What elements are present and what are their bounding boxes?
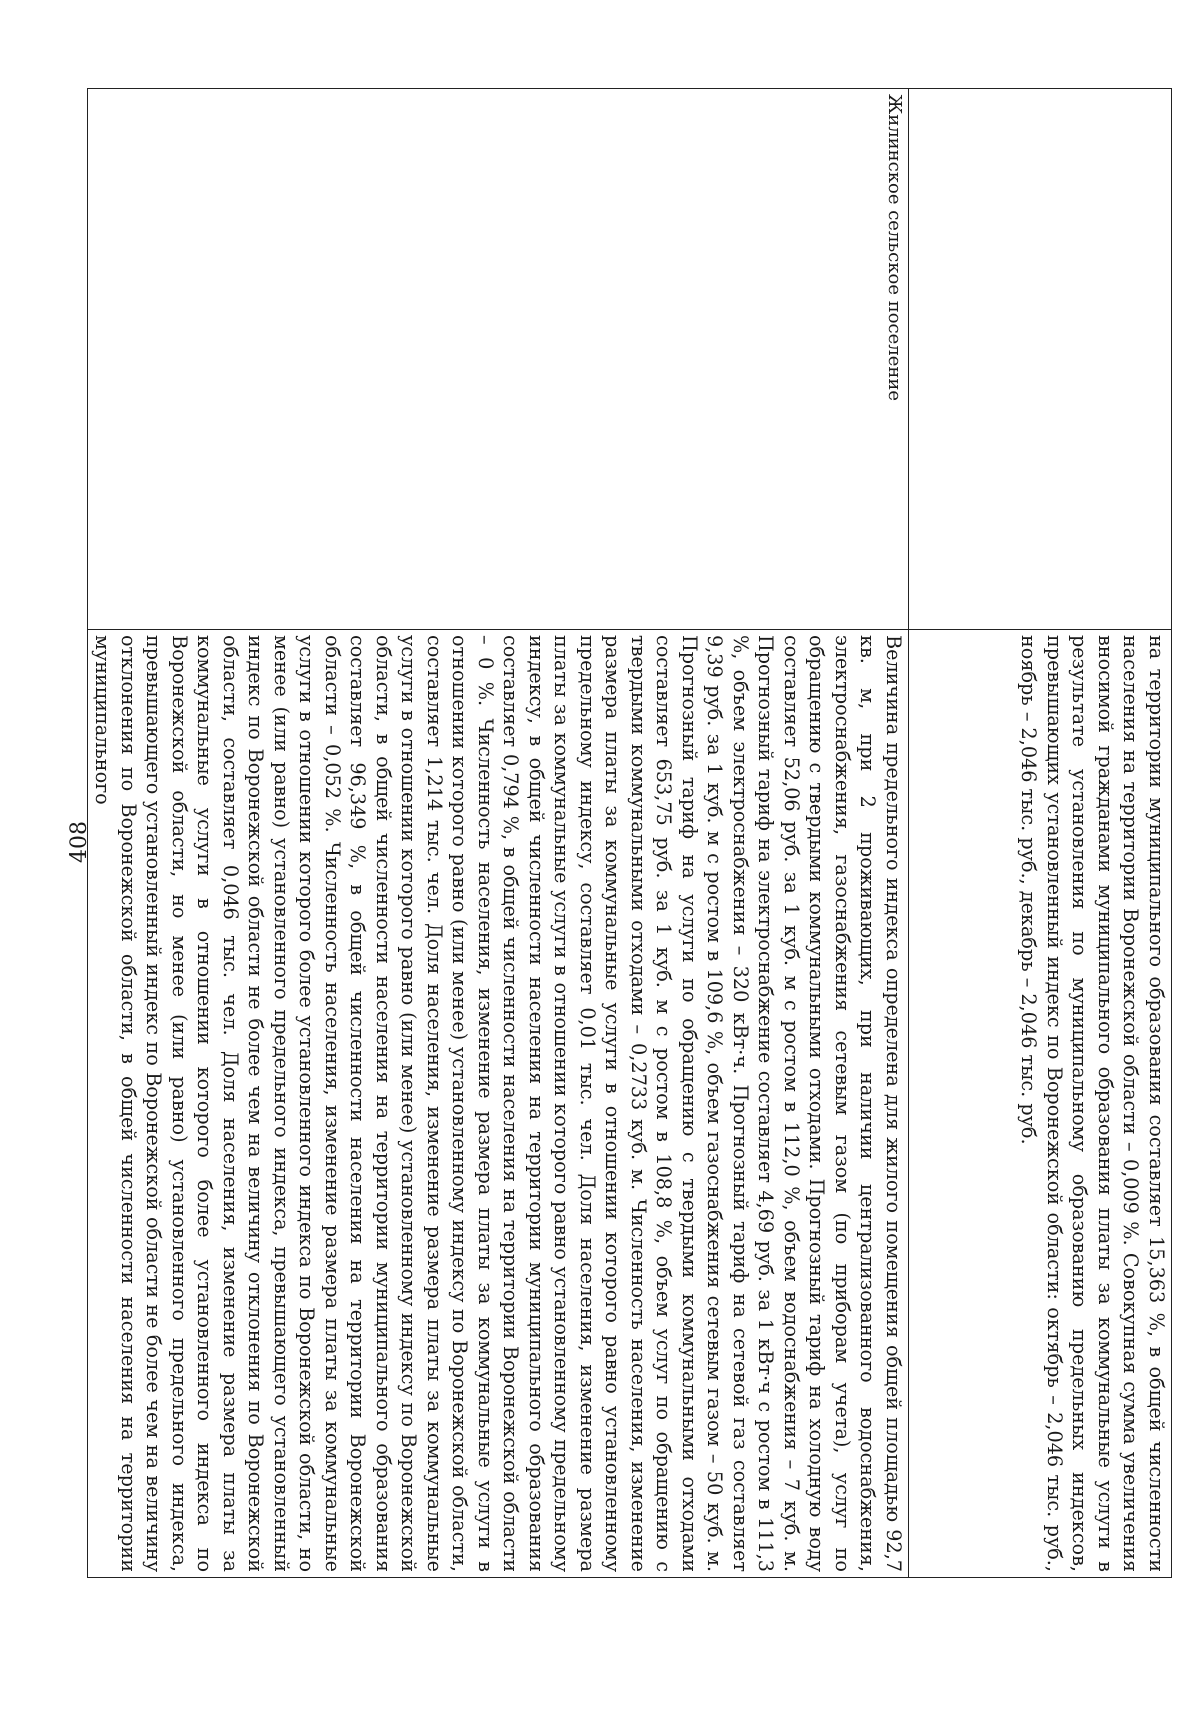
settlement-name-cell: [909, 89, 1172, 630]
description-cell: на территории муниципального образования составляет 15,363 %, в общей численности населения на территории Воронежской области – 0,009 %. Совокупная сумма увеличения вносимой гражданами муниципального образования платы за коммунальные услуги в результате установления по муниципальному образованию предельных индексов, превышающих установленный индекс по Воронежской области: октябрь – 2,046 тыс. руб., ноябрь – 2,046 тыс. руб., декабрь – 2,046 тыс. руб.: [909, 630, 1172, 1578]
table-row: [909, 89, 1172, 1578]
table-row: [88, 89, 909, 1578]
settlement-name-cell: Жилинское сельское поселение: [88, 89, 909, 630]
page-number: 408: [67, 821, 92, 863]
data-table: [87, 88, 1172, 1578]
description-cell: Величина предельного индекса определена для жилого помещения общей площадью 92,7 кв. м, при 2 проживающих, при наличии централизованного водоснабжения, электроснабжения, газоснабжения сетевым газом (по приборам учета), услуг по обращению с твердыми коммунальными отходами. Прогнозный тариф на холодную воду составляет 52,06 руб. за 1 куб. м с ростом в 112,0 %, объем водоснабжения – 7 куб. м. Прогнозный тариф на электроснабжение составляет 4,69 руб. за 1 кВт·ч с ростом в 111,3 %, объем электроснабжения – 320 кВт·ч. Прогнозный тариф на сетевой газ составляет 9,39 руб. за 1 куб. м с ростом в 109,6 %, объем газоснабжения сетевым газом – 50 куб. м. Прогнозный тариф на услуги по обращению с твердыми коммунальными отходами составляет 653,75 руб. за 1 куб. м с ростом в 108,8 %, объем услуг по обращению с твердыми коммунальными отходами – 0,2733 куб. м. Численность населения, изменение размера платы за коммунальные услуги в отношении которого равно установленному предельному индексу, составляет 0,01 тыс. чел. Доля населения, изменение размера платы за коммунальные услуги в отношении которого равно установленному предельному индексу, в общей численности населения на территории муниципального образования составляет 0,794 %, в общей численности населения на территории Воронежской области – 0 %. Численность населения, изменение размера платы за коммунальные услуги в отношении которого равно (или менее) установленному индексу по Воронежской области, составляет 1,214 тыс. чел. Доля населения, изменение размера платы за коммунальные услуги в отношении которого равно (или менее) установленному индексу по Воронежской области, в общей численности населения на территории муниципального образования составляет 96,349 %, в общей численности населения на территории Воронежской области – 0,052 %. Численность населения, изменение размера платы за коммунальные услуги в отношении которого более установленного индекса по Воронежской области, но менее (или равно) установленного предельного индекса, превышающего установленный индекс по Воронежской области не более чем на величину отклонения по Воронежской области, составляет 0,046 тыс. чел. Доля населения, изменение размера платы за коммунальные услуги в отношении которого более установленного индекса по Воронежской области, но менее (или равно) установленного предельного индекса, превышающего установленный индекс по Воронежской области не более чем на величину отклонения по Воронежской области, в общей численности населения на территории муниципального: [88, 630, 909, 1578]
rotated-table-block: [92, 88, 1172, 1578]
